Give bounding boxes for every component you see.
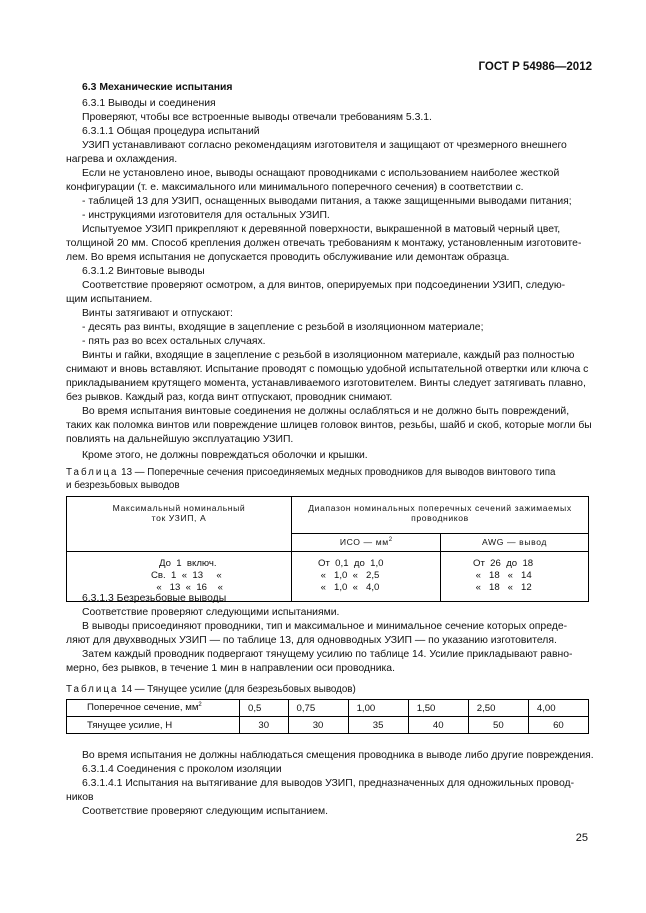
table14-cell: 1,50 (408, 700, 468, 717)
table13-awg-cell (441, 552, 589, 602)
table-row: Св. 1 « 13 « (151, 570, 222, 581)
para-line: снимают и вновь вставляют. Испытание проводят с помощью удобной испытательной отвертки или ключа с (66, 364, 589, 375)
para-line: повлиять на дальнейшую эксплуатацию УЗИП. (66, 434, 294, 445)
para-line: Проверяют, чтобы все встроенные выводы отвечали требованиям 5.3.1. (82, 112, 432, 123)
para-line: Соответствие проверяют следующим испытанием. (82, 806, 328, 817)
para-line: Если не установлено иное, выводы оснащают проводниками с использованием наиболее жесткой (82, 168, 560, 179)
para-line: без рывков. Каждый раз, когда винт отпускают, проводник снимают. (66, 392, 393, 403)
table-row: « 18 « 14 (473, 570, 532, 581)
table14-row-section (67, 700, 589, 717)
table14-row-force (67, 717, 589, 734)
table14-cell: 30 (240, 717, 289, 734)
page-number: 25 (575, 832, 588, 844)
para-line: конфигурации (т. е. максимального или минимального поперечного сечения) в соответствии с. (66, 182, 524, 193)
table13-caption: Таблица 13 — Поперечные сечения присоединяемых медных проводников для выводов винтового типа (66, 467, 556, 478)
subheading-6-3-1-2: 6.3.1.2 Винтовые выводы (82, 266, 205, 277)
table14-cell: 1,00 (348, 700, 408, 717)
para-line: Кроме этого, не должны повреждаться оболочки и крышки. (82, 450, 368, 461)
table13-col1-header: Максимальный номинальный ток УЗИП, А (67, 497, 292, 552)
para-line: Винты затягивают и отпускают: (82, 308, 233, 319)
para-line: УЗИП устанавливают согласно рекомендациям изготовителя и защищают от чрезмерного внешнего (82, 140, 567, 151)
table14-cell: 4,00 (528, 700, 588, 717)
para-line: ляют для двухвводных УЗИП — по таблице 13, для одновводных УЗИП — по указанию изготовителя. (66, 635, 557, 646)
table14-cell: 35 (348, 717, 408, 734)
table-row: От 0,1 до 1,0 (318, 558, 384, 569)
table13 (66, 496, 589, 602)
table14-cell: 2,50 (468, 700, 528, 717)
list-item: - таблицей 13 для УЗИП, оснащенных выводами питания, а также защищенными выводами питания; (82, 196, 572, 207)
subheading-6-3-1-4: 6.3.1.4 Соединения с проколом изоляции (82, 764, 282, 775)
table13-iso-header: ИСО — $мм^2$ (292, 534, 441, 552)
table14-row2-label: Тянущее усилие, Н (67, 717, 240, 734)
para-line: Затем каждый проводник подвергают тянущему усилию по таблице 14. Усилие прикладывают равно- (82, 649, 573, 660)
subheading-6-3-1-3: 6.3.1.3 Безрезьбовые выводы (82, 593, 227, 604)
table14-caption: Таблица 14 — Тянущее усилие (для безрезьбовых выводов) (66, 684, 356, 695)
table14-cell: 60 (528, 717, 588, 734)
section-heading: 6.3 Механические испытания (82, 82, 233, 93)
table-row: От 26 до 18 (473, 558, 534, 569)
list-item: - инструкциями изготовителя для остальных УЗИП. (82, 210, 330, 221)
para-line: нагрева и охлаждения. (66, 154, 178, 165)
table13-range-header: Диапазон номинальных поперечных сечений зажимаемых проводников (292, 497, 589, 534)
para-line: Во время испытания винтовые соединения не должны ослабляться и не должно быть повреждений, (82, 406, 570, 417)
para-line: толщиной 20 мм. Способ крепления должен отвечать требованиям к монтажу, установленным изготовите- (66, 238, 582, 249)
subheading-6-3-1-1: 6.3.1.1 Общая процедура испытаний (82, 126, 260, 137)
table-row: До 1 включ. (151, 558, 217, 569)
table13-caption-line2: и безрезьбовых выводов (66, 480, 180, 491)
table-row: « 13 « 16 « (151, 582, 223, 593)
para-line: ников (66, 792, 94, 803)
table13-awg-header: AWG — вывод (441, 534, 589, 552)
para-line: Винты и гайки, входящие в зацепление с резьбой в изоляционном материале, каждый раз полностью (82, 350, 575, 361)
list-item: - десять раз винты, входящие в зацепление с резьбой в изоляционном материале; (82, 322, 484, 333)
table13-iso-cell (292, 552, 441, 602)
para-line: таких как поломка винтов или повреждение шлицев головок винтов, резьбы, шайб и скоб, которые могли бы (66, 420, 592, 431)
para-line: Во время испытания не должны наблюдаться смещения проводника в выводе либо другие повреждения. (82, 750, 594, 761)
table14-cell: 0,75 (288, 700, 348, 717)
para-line: мерно, без рывков, в течение 1 мин в направлении оси проводника. (66, 663, 395, 674)
list-item: - пять раз во всех остальных случаях. (82, 336, 266, 347)
subheading-6-3-1: 6.3.1 Выводы и соединения (82, 98, 216, 109)
para-line: В выводы присоединяют проводники, тип и максимальное и минимальное сечение которых опреде- (82, 621, 568, 632)
table14-cell: 50 (468, 717, 528, 734)
para-line: щим испытанием. (66, 294, 153, 305)
table14-cell: 30 (288, 717, 348, 734)
para-line: прикладыванием крутящего момента, устанавливаемого изготовителем. Винты следует затягивать плавно, (66, 378, 586, 389)
table-row: « 18 « 12 (473, 582, 532, 593)
table14 (66, 699, 589, 734)
para-line: 6.3.1.4.1 Испытания на вытягивание для выводов УЗИП, предназначенных для одножильных провод- (82, 778, 575, 789)
table-row: « 1,0 « 2,5 (318, 570, 380, 581)
table-row: « 1,0 « 4,0 (318, 582, 380, 593)
para-line: Соответствие проверяют следующими испытаниями. (82, 607, 340, 618)
table14-cell: 0,5 (240, 700, 289, 717)
para-line: Испытуемое УЗИП прикрепляют к деревянной поверхности, выкрашенной в матовый черный цвет, (82, 224, 561, 235)
doc-code: ГОСТ Р 54986—2012 (478, 61, 592, 73)
para-line: лем. Во время испытания не допускается проводить обслуживание или демонтаж образца. (66, 252, 510, 263)
table14-row1-label: Поперечное сечение, $мм^2$ (67, 700, 240, 717)
table14-cell: 40 (408, 717, 468, 734)
para-line: Соответствие проверяют осмотром, а для винтов, оперируемых при подсоединении УЗИП, следую- (82, 280, 566, 291)
